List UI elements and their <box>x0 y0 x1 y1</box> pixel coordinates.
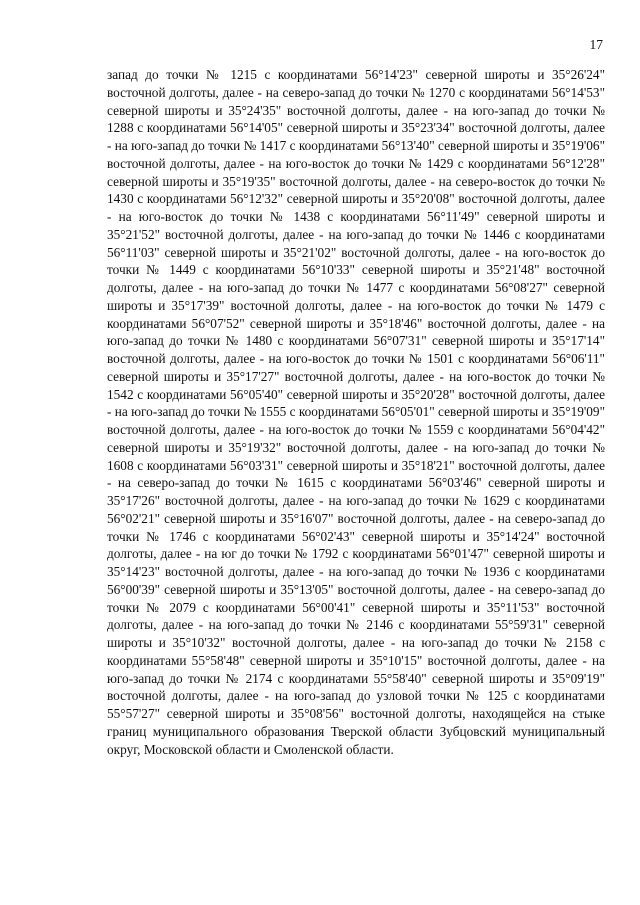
page-number: 17 <box>589 37 603 52</box>
body-paragraph: запад до точки № 1215 с координатами 56°14'23" северной широты и 35°26'24" восточной долготы, далее - на северо-запад до точки № 1270 с координатами 56°14'53" северной широты и 35°24'35" восточной долготы, далее - на юго-запад до точки № 1288 с координатами 56°14'05" северной широты и 35°23'34" восточной долготы, далее - на юго-запад до точки № 1417 с координатами 56°13'40" северной широты и 35°19'06" восточной долготы, далее - на юго-восток до точки № 1429 с координатами 56°12'28" северной широты и 35°19'35" восточной долготы, далее - на северо-восток до точки № 1430 с координатами 56°12'32" северной широты и 35°20'08" восточной долготы, далее - на юго-восток до точки № 1438 с координатами 56°11'49" северной широты и 35°21'52" восточной долготы, далее - на юго-запад до точки № 1446 с координатами 56°11'03" северной широты и 35°21'02" восточной долготы, далее - на юго-восток до точки № 1449 с координатами 56°10'33" северной широты и 35°21'48" восточной долготы, далее - на юго-запад до точки № 1477 с координатами 56°08'27" северной широты и 35°17'39" восточной долготы, далее - на юго-восток до точки № 1479 с координатами 56°07'52" северной широты и 35°18'46" восточной долготы, далее - на юго-запад до точки № 1480 с координатами 56°07'31" северной широты и 35°17'14" восточной долготы, далее - на юго-восток до точки № 1501 с координатами 56°06'11" северной широты и 35°17'27" восточной долготы, далее - на юго-восток до точки № 1542 с координатами 56°05'40" северной широты и 35°20'28" восточной долготы, далее - на юго-запад до точки № 1555 с координатами 56°05'01" северной широты и 35°19'09" восточной долготы, далее - на юго-восток до точки № 1559 с координатами 56°04'42" северной широты и 35°19'32" восточной долготы, далее - на юго-запад до точки № 1608 с координатами 56°03'31" северной широты и 35°18'21" восточной долготы, далее - на северо-запад до точки № 1615 с координатами 56°03'46" северной широты и 35°17'26" восточной долготы, далее - на юго-запад до точки № 1629 с координатами 56°02'21" северной широты и 35°16'07" восточной долготы, далее - на северо-запад до точки № 1746 с координатами 56°02'43" северной широты и 35°14'24" восточной долготы, далее - на юг до точки № 1792 с координатами 56°01'47" северной широты и 35°14'23" восточной долготы, далее - на юго-запад до точки № 1936 с координатами 56°00'39" северной широты и 35°13'05" восточной долготы, далее - на северо-запад до точки № 2079 с координатами 56°00'41" северной широты и 35°11'53" восточной долготы, далее - на юго-запад до точки № 2146 с координатами 55°59'31" северной широты и 35°10'32" восточной долготы, далее - на юго-запад до точки № 2158 с координатами 55°58'48" северной широты и 35°10'15" восточной долготы, далее - на юго-запад до точки № 2174 с координатами 55°58'40" северной широты и 35°09'19" восточной долготы, далее - на юго-запад до узловой точки № 125 с координатами 55°57'27" северной широты и 35°08'56" восточной долготы, находящейся на стыке границ муниципального образования Тверской области Зубцовский муниципальный округ, Московской области и Смоленской области. <box>107 67 605 757</box>
